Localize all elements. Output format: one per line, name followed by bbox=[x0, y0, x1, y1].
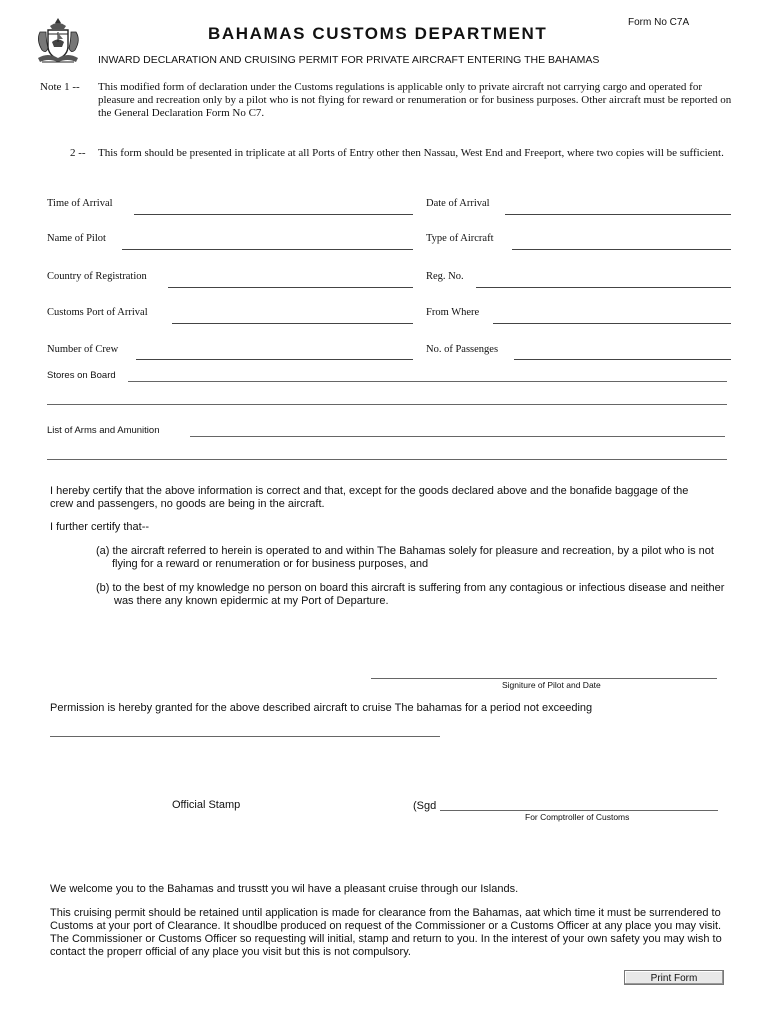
reg-no-underline bbox=[476, 287, 731, 288]
pilot-signature-caption: Signiture of Pilot and Date bbox=[502, 680, 601, 690]
country-of-registration-input[interactable] bbox=[168, 271, 416, 287]
time-of-arrival-input[interactable] bbox=[134, 198, 416, 214]
page-subtitle: INWARD DECLARATION AND CRUISING PERMIT FOR PRIVATE AIRCRAFT ENTERING THE BAHAMAS bbox=[98, 54, 600, 66]
date-of-arrival-underline bbox=[505, 214, 731, 215]
official-stamp-label: Official Stamp bbox=[172, 799, 241, 811]
country-of-registration-label: Country of Registration bbox=[47, 271, 147, 282]
reg-no-label: Reg. No. bbox=[426, 271, 464, 282]
from-where-input[interactable] bbox=[493, 307, 734, 323]
note-1-text: This modified form of declaration under the Customs regulations is applicable only to private aircraft not carrying cargo and operated for pleasure and recreation only by a pilot who is not flying for reward or renumeration or for business purposes. Other aircraft must be reported on the General Declaration Form No C7. bbox=[98, 81, 732, 119]
stores-on-board-label: Stores on Board bbox=[47, 370, 116, 381]
sgd-label: (Sgd bbox=[413, 800, 437, 812]
comptroller-caption: For Comptroller of Customs bbox=[525, 812, 630, 822]
form-number: Form No C7A bbox=[628, 17, 690, 28]
permission-text: Permission is hereby granted for the above described aircraft to cruise The bahamas for a period not exceeding bbox=[50, 702, 593, 714]
time-of-arrival-label: Time of Arrival bbox=[47, 198, 113, 209]
bahamas-coat-of-arms-icon bbox=[34, 16, 82, 66]
stores-on-board-line[interactable] bbox=[128, 381, 727, 382]
note-2-label: 2 -- bbox=[70, 147, 86, 159]
number-of-crew-input[interactable] bbox=[136, 344, 416, 360]
name-of-pilot-label: Name of Pilot bbox=[47, 233, 106, 244]
number-of-crew-label: Number of Crew bbox=[47, 344, 119, 355]
type-of-aircraft-label: Type of Aircraft bbox=[426, 233, 494, 244]
reg-no-input[interactable] bbox=[476, 271, 734, 287]
no-of-passenges-label: No. of Passenges bbox=[426, 344, 499, 355]
permission-period-line[interactable] bbox=[50, 736, 440, 737]
customs-port-of-arrival-input[interactable] bbox=[172, 307, 416, 323]
arms-list-line-2[interactable] bbox=[47, 459, 727, 460]
certification-text: I hereby certify that the above information is correct and that, except for the goods declared above and the bonafide baggage of the crew and passengers, no goods are being in the aircraft. bbox=[50, 485, 689, 510]
date-of-arrival-label: Date of Arrival bbox=[426, 198, 490, 209]
number-of-crew-underline bbox=[136, 359, 413, 360]
arms-list-line[interactable] bbox=[190, 436, 725, 437]
comptroller-signature-line[interactable] bbox=[440, 810, 718, 811]
time-of-arrival-underline bbox=[134, 214, 413, 215]
from-where-label: From Where bbox=[426, 307, 480, 318]
certification-item-a: (a) the aircraft referred to herein is operated to and within The Bahamas solely for pleasure and recreation, by a pilot who is not flying for a reward or renumeration or for business purposes, and bbox=[96, 545, 714, 570]
note-2-text: This form should be presented in triplicate at all Ports of Entry other then Nassau, West End and Freeport, where two copies will be sufficient. bbox=[98, 147, 724, 159]
type-of-aircraft-underline bbox=[512, 249, 731, 250]
country-of-registration-underline bbox=[168, 287, 413, 288]
welcome-text: We welcome you to the Bahamas and trusstt you wil have a pleasant cruise through our Islands. bbox=[50, 883, 519, 895]
customs-port-of-arrival-underline bbox=[172, 323, 413, 324]
stores-on-board-line-2[interactable] bbox=[47, 404, 727, 405]
customs-port-of-arrival-label: Customs Port of Arrival bbox=[47, 307, 148, 318]
no-of-passenges-underline bbox=[514, 359, 731, 360]
date-of-arrival-input[interactable] bbox=[505, 198, 734, 214]
no-of-passenges-input[interactable] bbox=[514, 344, 734, 360]
note-1-label: Note 1 -- bbox=[40, 81, 80, 93]
from-where-underline bbox=[493, 323, 731, 324]
arms-list-label: List of Arms and Amunition bbox=[47, 425, 160, 436]
print-form-button[interactable]: Print Form bbox=[624, 970, 724, 985]
certification-item-b: (b) to the best of my knowledge no person on board this aircraft is suffering from any contagious or infectious disease and neither was there any known epidermic at my Port of Departure. bbox=[96, 582, 725, 607]
type-of-aircraft-input[interactable] bbox=[512, 233, 734, 249]
retention-note: This cruising permit should be retained until application is made for clearance from the Bahamas, aat which time it must be surrendered to Customs at your port of Clearance. It shoudlbe produced on request of the Commissioner or a Customs Officer at any place you may visit. The Commissioner or Customs Officer so requesting will initial, stamp and return to you. In the interest of your own safety you may wish to contact the properr official of any place you visit but this is not compulsory. bbox=[50, 907, 722, 958]
pilot-signature-line[interactable] bbox=[371, 678, 717, 679]
further-certify-text: I further certify that-- bbox=[50, 521, 150, 533]
name-of-pilot-input[interactable] bbox=[122, 233, 416, 249]
name-of-pilot-underline bbox=[122, 249, 413, 250]
page-title: BAHAMAS CUSTOMS DEPARTMENT bbox=[208, 24, 548, 43]
